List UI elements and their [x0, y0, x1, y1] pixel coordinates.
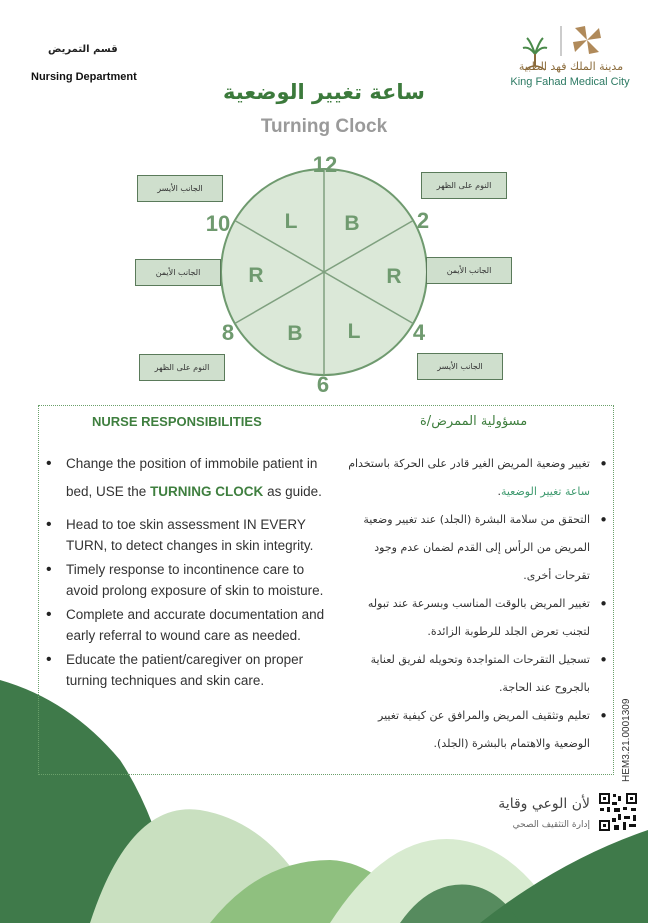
- item-text: .: [497, 485, 501, 498]
- turning-clock-highlight: TURNING CLOCK: [150, 484, 264, 499]
- footer-department: إدارة التثقيف الصحي: [512, 820, 590, 830]
- hour-6: 6: [316, 372, 330, 397]
- sector-label: R: [248, 264, 264, 287]
- logo-text-ar: مدينة الملك فهد الطبية: [518, 60, 624, 73]
- hour-2: 2: [416, 208, 430, 233]
- item-text: Change the position of immobile patient in bed, USE the: [66, 456, 318, 499]
- item-text: تغيير وضعية المريض الغير قادر على الحركة باستخدام: [348, 457, 590, 470]
- turning-clock: [0, 140, 648, 400]
- sector-label: L: [347, 320, 361, 343]
- responsibilities-list-ar: [340, 450, 610, 758]
- list-item: • Educate the patient/caregiver on proper turning techniques and skin care.: [44, 649, 326, 691]
- responsibilities-list-en: [44, 450, 326, 694]
- position-label-box: النوم على الظهر: [421, 172, 507, 199]
- sector-label: B: [344, 212, 360, 235]
- department-title-en: Nursing Department: [31, 71, 137, 83]
- title-en: Turning Clock: [260, 116, 388, 137]
- logo-text-en: King Fahad Medical City: [510, 76, 630, 88]
- qr-code-icon[interactable]: [598, 792, 638, 832]
- sector-label: B: [287, 322, 303, 345]
- position-label-box: الجانب الأيمن: [135, 259, 221, 286]
- sector-label: L: [284, 210, 298, 233]
- list-item: • تغيير المريض بالوقت المناسب وبسرعة عند تبوله لتجنب تعرض الجلد للرطوبة الزائدة.: [340, 590, 610, 646]
- title-ar: ساعة تغيير الوضعية: [223, 80, 425, 104]
- position-label-box: الجانب الأيمن: [426, 257, 512, 284]
- hour-12: 12: [312, 152, 338, 177]
- item-text: as guide.: [263, 484, 322, 499]
- position-label-box: النوم على الظهر: [139, 354, 225, 381]
- list-item: [44, 450, 326, 506]
- list-item: • تسجيل التقرحات المتواجدة وتحويله لفريق لعناية بالجروح عند الحاجة.: [340, 646, 610, 702]
- document-code: HEM3.21.0001309: [621, 698, 632, 782]
- position-label-box: الجانب الأيسر: [417, 353, 503, 380]
- responsibilities-title-en: NURSE RESPONSIBILITIES: [92, 414, 262, 429]
- turning-clock-highlight: ساعة تغيير الوضعية: [500, 485, 590, 498]
- list-item: • Head to toe skin assessment IN EVERY TURN, to detect changes in skin integrity.: [44, 514, 326, 556]
- list-item: • تعليم وتثقيف المريض والمرافق عن كيفية تغيير الوضعية والاهتمام بالبشرة (الجلد).: [340, 702, 610, 758]
- sector-label: R: [386, 265, 402, 288]
- list-item: • التحقق من سلامة البشرة (الجلد) عند تغيير وضعية المريض من الرأس إلى القدم لضمان عدم وجود تقرحات أخرى.: [340, 506, 610, 590]
- list-item: • Complete and accurate documentation and early referral to wound care as needed.: [44, 604, 326, 646]
- footer-slogan: لأن الوعي وقاية: [498, 796, 590, 812]
- position-label-box: الجانب الأيسر: [137, 175, 223, 202]
- department-title-ar: قسم التمريض: [48, 44, 118, 55]
- hour-8: 8: [221, 320, 235, 345]
- list-item: • Timely response to incontinence care to avoid prolong exposure of skin to moisture.: [44, 559, 326, 601]
- list-item: [340, 450, 610, 506]
- flower-emblem-icon: [573, 26, 601, 54]
- hour-10: 10: [205, 211, 231, 236]
- hour-4: 4: [412, 320, 426, 345]
- responsibilities-title-ar: مسؤولية الممرض/ة: [420, 414, 528, 429]
